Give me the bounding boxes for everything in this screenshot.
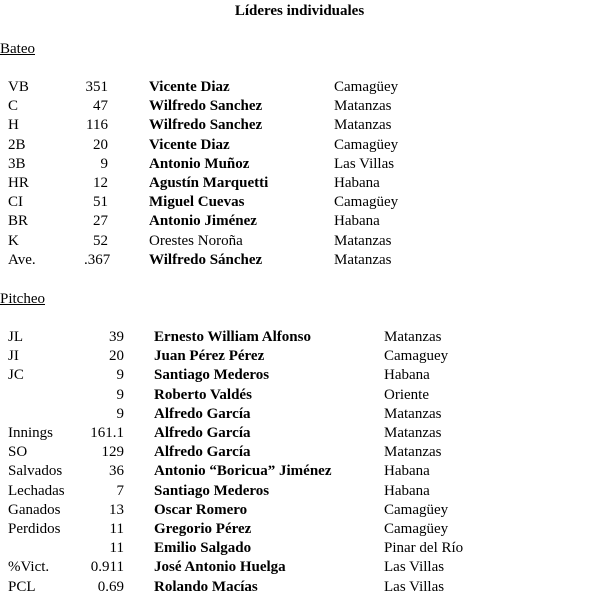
- team-name: Habana: [384, 463, 430, 480]
- stat-label: Innings: [8, 425, 53, 441]
- team-name: Camagüey: [384, 521, 449, 537]
- stat-label: 2B: [8, 136, 26, 153]
- stat-value: 9: [116, 367, 124, 384]
- team-name: Matanzas: [384, 329, 442, 345]
- stat-value: 0.911: [90, 559, 124, 576]
- batting-leader-row: [0, 193, 599, 212]
- player-name: José Antonio Huelga: [154, 559, 286, 576]
- player-name: Rolando Macías: [154, 578, 258, 595]
- pitching-leader-row: [0, 462, 599, 481]
- player-name: Alfredo García: [154, 405, 251, 422]
- stat-label: JI: [8, 348, 19, 365]
- player-name: Emilio Salgado: [154, 540, 252, 557]
- pitching-leader-row: [0, 328, 599, 347]
- stat-label: Lechadas: [8, 482, 65, 499]
- pitching-leader-row: [0, 578, 599, 597]
- batting-leader-row: [0, 155, 599, 174]
- stat-label: H: [8, 117, 19, 134]
- stat-label: PCL: [8, 578, 36, 595]
- stat-label: JC: [8, 367, 24, 384]
- team-name: Camagüey: [334, 136, 399, 153]
- batting-leader-row: [0, 136, 599, 155]
- player-name: Miguel Cuevas: [149, 194, 245, 211]
- team-name: Oriente: [384, 386, 429, 403]
- stat-label: BR: [8, 213, 29, 230]
- stat-value: 351: [85, 79, 108, 95]
- player-name: Oscar Romero: [154, 501, 248, 518]
- team-name: Matanzas: [334, 251, 392, 268]
- team-name: Matanzas: [334, 98, 392, 115]
- stat-label: K: [8, 232, 19, 249]
- player-name: Wilfredo Sanchez: [149, 117, 263, 134]
- player-name: Wilfredo Sanchez: [149, 98, 263, 115]
- team-name: Las Villas: [334, 155, 395, 172]
- team-name: Pinar del Río: [384, 540, 464, 557]
- stat-label: VB: [8, 79, 29, 95]
- player-name: Alfredo García: [154, 425, 251, 441]
- pitching-leader-row: [0, 501, 599, 520]
- batting-leader-row: [0, 116, 599, 135]
- stat-value: 9: [116, 386, 124, 403]
- stat-value: 39: [109, 329, 124, 345]
- team-name: Camagüey: [384, 501, 449, 518]
- pitching-heading: Pitcheo: [0, 291, 45, 307]
- stat-label: Salvados: [8, 463, 63, 480]
- team-name: Matanzas: [334, 117, 392, 134]
- stat-label: JL: [8, 329, 23, 345]
- player-name: Roberto Valdés: [154, 386, 252, 403]
- team-name: Habana: [384, 367, 430, 384]
- player-name: Alfredo García: [154, 444, 251, 461]
- player-name: Vicente Diaz: [149, 136, 230, 153]
- stat-value: 116: [86, 117, 108, 134]
- stat-value: 11: [109, 521, 124, 537]
- team-name: Matanzas: [384, 405, 442, 422]
- batting-leader-row: [0, 174, 599, 193]
- batting-leader-row: [0, 78, 599, 97]
- pitching-leader-row: [0, 482, 599, 501]
- player-name: Juan Pérez Pérez: [154, 348, 265, 365]
- stat-value: 0.69: [97, 578, 124, 595]
- team-name: Matanzas: [384, 425, 442, 441]
- batting-leader-row: [0, 97, 599, 116]
- batting-leader-row: [0, 232, 599, 251]
- batting-leader-row: [0, 212, 599, 231]
- stat-value: 11: [109, 540, 124, 557]
- team-name: Camagüey: [334, 194, 399, 211]
- player-name: Santiago Mederos: [154, 367, 270, 384]
- stat-value: 47: [93, 98, 108, 115]
- stat-value: 129: [101, 444, 124, 461]
- page-title: Líderes individuales: [234, 3, 365, 19]
- stat-label: Perdidos: [8, 521, 61, 537]
- pitching-leader-row: [0, 386, 599, 405]
- team-name: Las Villas: [384, 559, 445, 576]
- stat-value: 13: [109, 501, 124, 518]
- stat-value: 20: [93, 136, 108, 153]
- player-name: Agustín Marquetti: [149, 175, 269, 191]
- team-name: Camaguey: [384, 348, 449, 365]
- stat-value: 36: [109, 463, 124, 480]
- player-name: Vicente Diaz: [149, 79, 230, 95]
- stat-label: SO: [8, 444, 28, 461]
- player-name: Wilfredo Sánchez: [149, 251, 263, 268]
- team-name: Camagüey: [334, 79, 399, 95]
- player-name: Ernesto William Alfonso: [154, 329, 311, 345]
- stat-label: %Vict.: [8, 559, 50, 576]
- player-name: Santiago Mederos: [154, 482, 270, 499]
- stat-label: CI: [8, 194, 23, 211]
- pitching-leader-row: [0, 347, 599, 366]
- stat-label: Ave.: [8, 251, 36, 268]
- stat-label: Ganados: [8, 501, 61, 518]
- batting-heading: Bateo: [0, 41, 35, 57]
- stat-value: 51: [93, 194, 108, 211]
- stat-value: 9: [116, 405, 124, 422]
- player-name: Antonio Muñoz: [149, 155, 250, 172]
- stat-value: .367: [84, 251, 111, 268]
- team-name: Matanzas: [384, 444, 442, 461]
- stat-label: 3B: [8, 155, 26, 172]
- stat-value: 52: [93, 232, 108, 249]
- pitching-leader-row: [0, 366, 599, 385]
- team-name: Habana: [334, 175, 380, 191]
- pitching-leader-row: [0, 443, 599, 462]
- pitching-leader-row: [0, 558, 599, 577]
- batting-leader-row: [0, 251, 599, 270]
- team-name: Matanzas: [334, 232, 392, 249]
- stat-value: 9: [100, 155, 108, 172]
- team-name: Las Villas: [384, 578, 445, 595]
- player-name: Antonio “Boricua” Jiménez: [154, 463, 332, 480]
- pitching-leader-row: [0, 520, 599, 539]
- team-name: Habana: [334, 213, 380, 230]
- stat-value: 12: [93, 175, 108, 191]
- stat-value: 27: [93, 213, 108, 230]
- pitching-leader-row: [0, 424, 599, 443]
- pitching-leader-row: [0, 539, 599, 558]
- player-name: Gregorio Pérez: [154, 521, 252, 537]
- stat-value: 20: [109, 348, 124, 365]
- player-name: Orestes Noroña: [149, 232, 243, 249]
- team-name: Habana: [384, 482, 430, 499]
- stat-label: HR: [8, 175, 29, 191]
- pitching-leader-row: [0, 405, 599, 424]
- stat-value: 161.1: [90, 425, 124, 441]
- stat-value: 7: [116, 482, 124, 499]
- player-name: Antonio Jiménez: [149, 213, 257, 230]
- stat-label: C: [8, 98, 19, 115]
